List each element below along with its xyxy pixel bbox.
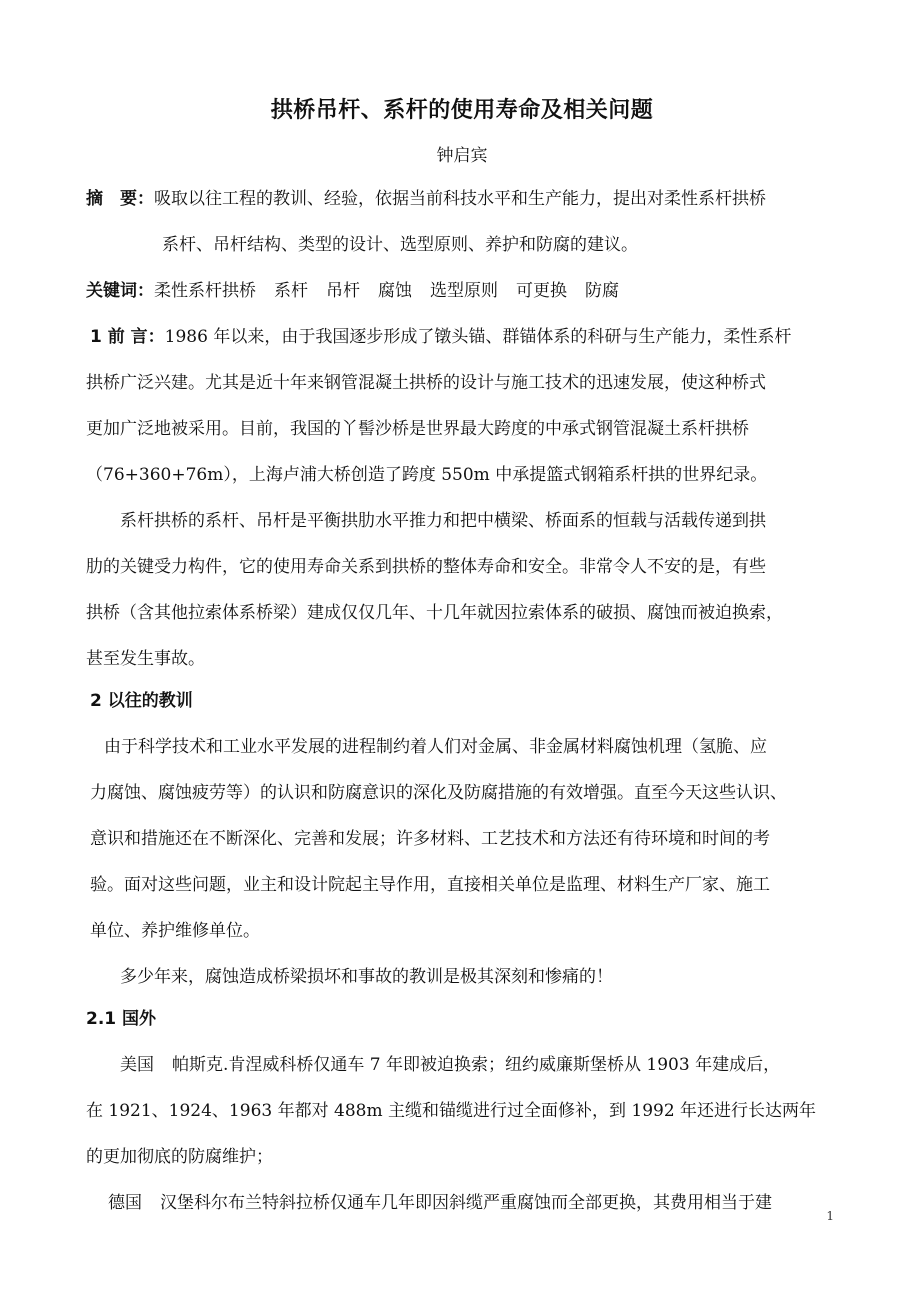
keywords-line [86,278,619,304]
paragraph-text: 帕斯克.肯涅威科桥仅通车 7 年即被迫换索；纽约威廉斯堡桥从 1903 年建成后， [172,1055,781,1075]
section2-heading: 2 以往的教训 [90,691,193,711]
keyword-item: 系杆 [274,281,308,301]
section2-line-2: 力腐蚀、腐蚀疲劳等）的认识和防腐意识的深化及防腐措施的有效增强。直至今天这些认识、 [90,783,787,803]
section2-line-5: 单位、养护维修单位。 [90,921,260,941]
keyword-item: 防腐 [585,281,619,301]
author-name: 钟启宾 [436,146,488,166]
keyword-item: 腐蚀 [378,281,412,301]
country-label: 美国 [120,1055,154,1075]
paragraph-text: 汉堡科尔布兰特斜拉桥仅通车几年即因斜缆严重腐蚀而全部更换，其费用相当于建 [160,1193,772,1213]
abstract-text-1: 吸取以往工程的教训、经验，依据当前科技水平和生产能力，提出对柔性系杆拱桥 [154,189,766,209]
keyword-item: 可更换 [516,281,567,301]
document-title: 拱桥吊杆、系杆的使用寿命及相关问题 [270,98,654,123]
keyword-item: 吊杆 [326,281,360,301]
abstract-line-1 [86,186,766,212]
keyword-item: 选型原则 [430,281,498,301]
para2-line-3: 拱桥（含其他拉索体系桥梁）建成仅仅几年、十几年就因拉索体系的破损、腐蚀而被迫换索， [86,603,783,623]
section2-para2: 多少年来，腐蚀造成桥梁损坏和事故的教训是极其深刻和惨痛的！ [120,967,613,987]
para2-line-2: 肋的关键受力构件，它的使用寿命关系到拱桥的整体寿命和安全。非常令人不安的是，有些 [86,557,766,577]
country-label: 德国 [108,1193,142,1213]
usa-line-3: 的更加彻底的防腐维护； [86,1147,273,1167]
keywords-label: 关键词： [86,281,154,301]
para2-line-1: 系杆拱桥的系杆、吊杆是平衡拱肋水平推力和把中横梁、桥面系的恒载与活载传递到拱 [120,511,766,531]
page-number: 1 [826,1209,834,1223]
section2-line-1: 由于科学技术和工业水平发展的进程制约着人们对金属、非金属材料腐蚀机理（氢脆、应 [104,737,767,757]
intro-line-4: （76+360+76m），上海卢浦大桥创造了跨度 550m 中承提篮式钢箱系杆拱的世界纪录。 [86,465,768,485]
intro-line-2: 拱桥广泛兴建。尤其是近十年来钢管混凝土拱桥的设计与施工技术的迅速发展，使这种桥式 [86,373,766,393]
usa-line-2: 在 1921、1924、1963 年都对 488m 主缆和锚缆进行过全面修补，到 1992 年还进行长达两年 [86,1101,817,1121]
intro-line-1 [90,324,791,350]
germany-line-1 [108,1190,772,1216]
section2-line-3: 意识和措施还在不断深化、完善和发展；许多材料、工艺技术和方法还有待环境和时间的考 [90,829,770,849]
section1-label: 1 前 言： [90,327,165,347]
para2-line-4: 甚至发生事故。 [86,649,205,669]
abstract-label: 摘 要： [86,189,154,209]
section2-1-heading: 2.1 国外 [86,1009,157,1029]
section2-line-4: 验。面对这些问题，业主和设计院起主导作用，直接相关单位是监理、材料生产厂家、施工 [90,875,770,895]
intro-line-3: 更加广泛地被采用。目前，我国的丫髻沙桥是世界最大跨度的中承式钢管混凝土系杆拱桥 [86,419,749,439]
keyword-item: 柔性系杆拱桥 [154,281,256,301]
paragraph-text: 1986 年以来，由于我国逐步形成了镦头锚、群锚体系的科研与生产能力，柔性系杆 [164,327,792,347]
abstract-line-2: 系杆、吊杆结构、类型的设计、选型原则、养护和防腐的建议。 [162,235,638,255]
usa-line-1 [120,1052,780,1078]
